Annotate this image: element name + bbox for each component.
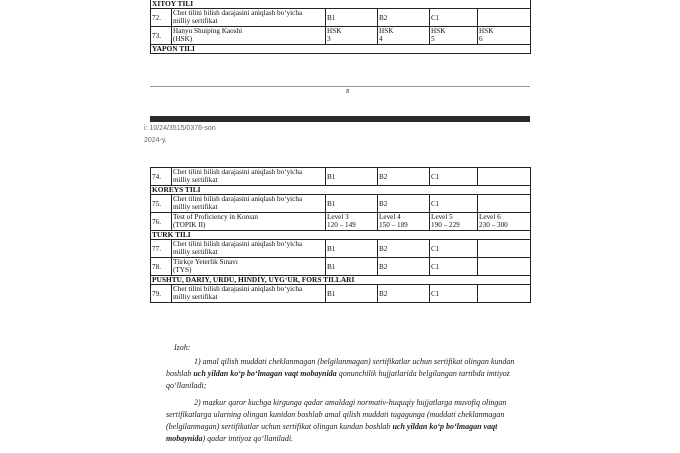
section-title: PUSHTU, DARIY, URDU, HINDIY, UYG‘UR, FORS TILLARI xyxy=(151,276,531,285)
level-value: B1 xyxy=(327,199,336,208)
level-value: C1 xyxy=(431,289,440,298)
level-cell xyxy=(378,27,430,45)
level-cell xyxy=(430,285,478,303)
table-row xyxy=(151,27,531,45)
certificate-name-line: milliy sertifikat xyxy=(173,203,218,211)
table-row xyxy=(151,213,531,231)
level-value: 120 – 149 xyxy=(327,221,356,229)
level-value: HSK xyxy=(327,27,342,35)
level-value: HSK xyxy=(379,27,394,35)
table-row xyxy=(151,285,531,303)
certificate-name xyxy=(172,195,326,213)
level-value: 3 xyxy=(327,35,331,43)
level-value: 6 xyxy=(479,35,483,43)
table-row xyxy=(151,195,531,213)
level-value: B2 xyxy=(379,199,388,208)
level-value: B2 xyxy=(379,262,388,271)
certificate-name xyxy=(172,213,326,231)
level-cell xyxy=(378,240,430,258)
level-cell xyxy=(478,285,531,303)
certificate-name xyxy=(172,9,326,27)
section-title: XITOY TILI xyxy=(151,0,531,9)
level-cell xyxy=(378,258,430,276)
certificate-name-line: Türkçe Yeterlik Sınavı xyxy=(173,258,238,266)
level-cell xyxy=(430,27,478,45)
row-number: 79. xyxy=(151,285,172,303)
document-year: 2024-у. xyxy=(144,137,167,144)
row-number: 72. xyxy=(151,9,172,27)
row-number: 74. xyxy=(151,168,172,186)
certificate-name-line: (TYS) xyxy=(173,266,192,274)
level-value: C1 xyxy=(431,13,440,22)
certificate-name-line: milliy sertifikat xyxy=(173,293,218,301)
level-cell xyxy=(478,9,531,27)
level-value: B1 xyxy=(327,262,336,271)
certificate-name-line: Chet tilini bilish darajasini aniqlash bo‘yicha xyxy=(173,285,303,293)
table-row xyxy=(151,168,531,186)
level-value: B2 xyxy=(379,289,388,298)
row-number: 73. xyxy=(151,27,172,45)
level-cell xyxy=(430,195,478,213)
level-cell xyxy=(378,285,430,303)
level-value: Level 3 xyxy=(327,213,349,221)
section-header-row xyxy=(151,45,531,54)
table-row xyxy=(151,9,531,27)
section-title: YAPON TILI xyxy=(151,45,531,54)
certificate-table-top xyxy=(150,0,531,54)
certificate-name-line: Chet tilini bilish darajasini aniqlash bo‘yicha xyxy=(173,168,303,176)
row-number: 75. xyxy=(151,195,172,213)
section-title: TURK TILI xyxy=(151,231,531,240)
page-break-bar xyxy=(150,116,530,122)
table-row xyxy=(151,258,531,276)
section-header-row xyxy=(151,231,531,240)
level-value: 150 – 189 xyxy=(379,221,408,229)
certificate-name-line: Chet tilini bilish darajasini aniqlash bo‘yicha xyxy=(173,195,303,203)
level-cell xyxy=(430,213,478,231)
note-2: 2) mazkur qaror kuchga kirgunga qadar amaldagi normativ-huquqiy hujjatlarga muvofiq olingan sertifikatlarga ularning olingan kunidan boshlab amal qilish muddati tugagunga (muddati cheklanmagan (belgilanmagan) sertifikatlar uchun sertifikat olingan kundan boshlab uch yildan ko‘p bo‘lmagan vaqt mobaynida) qadar imtiyoz qo‘llaniladi. xyxy=(166,398,507,443)
certificate-table-bottom xyxy=(150,167,531,303)
page-number: 8 xyxy=(346,89,349,95)
level-cell xyxy=(478,168,531,186)
section-header-row xyxy=(151,276,531,285)
level-cell xyxy=(378,195,430,213)
level-value: B2 xyxy=(379,13,388,22)
note-1: 1) amal qilish muddati cheklanmagan (belgilanmagan) sertifikatlar uchun sertifikat olingan kundan boshlab uch yildan ko‘p bo‘lmagan vaqt mobaynida qonunchilik hujjatlarida belgilangan tartibda imtiyoz qo‘llaniladi; xyxy=(166,357,515,390)
certificate-name-line: Test of Proficiency in Korean xyxy=(173,213,258,221)
level-value: HSK xyxy=(479,27,494,35)
level-cell xyxy=(478,27,531,45)
level-value: B1 xyxy=(327,172,336,181)
level-cell xyxy=(430,9,478,27)
level-value: C1 xyxy=(431,199,440,208)
level-value: Level 5 xyxy=(431,213,453,221)
level-value: Level 4 xyxy=(379,213,401,221)
page-footer-line xyxy=(150,86,530,87)
level-cell xyxy=(478,195,531,213)
level-value: B2 xyxy=(379,244,388,253)
section-header-row xyxy=(151,186,531,195)
level-cell xyxy=(326,240,378,258)
level-cell xyxy=(326,258,378,276)
certificate-name-line: Chet tilini bilish darajasini aniqlash bo‘yicha xyxy=(173,9,303,17)
level-cell xyxy=(430,168,478,186)
certificate-name xyxy=(172,168,326,186)
notes-section xyxy=(166,342,536,445)
level-value: C1 xyxy=(431,262,440,271)
level-cell xyxy=(478,240,531,258)
level-value: B2 xyxy=(379,172,388,181)
level-value: B1 xyxy=(327,289,336,298)
level-cell xyxy=(326,285,378,303)
level-cell xyxy=(478,258,531,276)
level-cell xyxy=(378,168,430,186)
level-cell xyxy=(430,240,478,258)
table-row xyxy=(151,240,531,258)
row-number: 76. xyxy=(151,213,172,231)
level-cell xyxy=(378,9,430,27)
level-value: 190 – 229 xyxy=(431,221,460,229)
level-cell xyxy=(430,258,478,276)
level-cell xyxy=(326,213,378,231)
level-value: 4 xyxy=(379,35,383,43)
certificate-name xyxy=(172,285,326,303)
certificate-name-line: milliy sertifikat xyxy=(173,176,218,184)
certificate-name-line: milliy sertifikat xyxy=(173,17,218,25)
level-cell xyxy=(326,168,378,186)
section-title: KOREYS TILI xyxy=(151,186,531,195)
level-cell xyxy=(326,27,378,45)
level-value: 5 xyxy=(431,35,435,43)
level-cell xyxy=(326,9,378,27)
level-value: B1 xyxy=(327,13,336,22)
level-value: C1 xyxy=(431,172,440,181)
certificate-name-line: milliy sertifikat xyxy=(173,248,218,256)
level-value: B1 xyxy=(327,244,336,253)
level-cell xyxy=(378,213,430,231)
certificate-name-line: Hanyu Shuiping Kaoshi xyxy=(173,27,243,35)
level-cell xyxy=(326,195,378,213)
certificate-name xyxy=(172,258,326,276)
level-value: Level 6 xyxy=(479,213,501,221)
row-number: 78. xyxy=(151,258,172,276)
certificate-name xyxy=(172,240,326,258)
certificate-name-line: Chet tilini bilish darajasini aniqlash bo‘yicha xyxy=(173,240,303,248)
certificate-name-line: (HSK) xyxy=(173,35,193,43)
level-value: C1 xyxy=(431,244,440,253)
level-value: HSK xyxy=(431,27,446,35)
notes-heading: Izoh: xyxy=(174,343,191,352)
level-value: 230 – 300 xyxy=(479,221,508,229)
certificate-name-line: (TOPIK II) xyxy=(173,221,206,229)
document-reference: і: 10/24/3515/0376-son xyxy=(144,125,216,132)
section-header-row xyxy=(151,0,531,9)
row-number: 77. xyxy=(151,240,172,258)
certificate-name xyxy=(172,27,326,45)
level-cell xyxy=(478,213,531,231)
